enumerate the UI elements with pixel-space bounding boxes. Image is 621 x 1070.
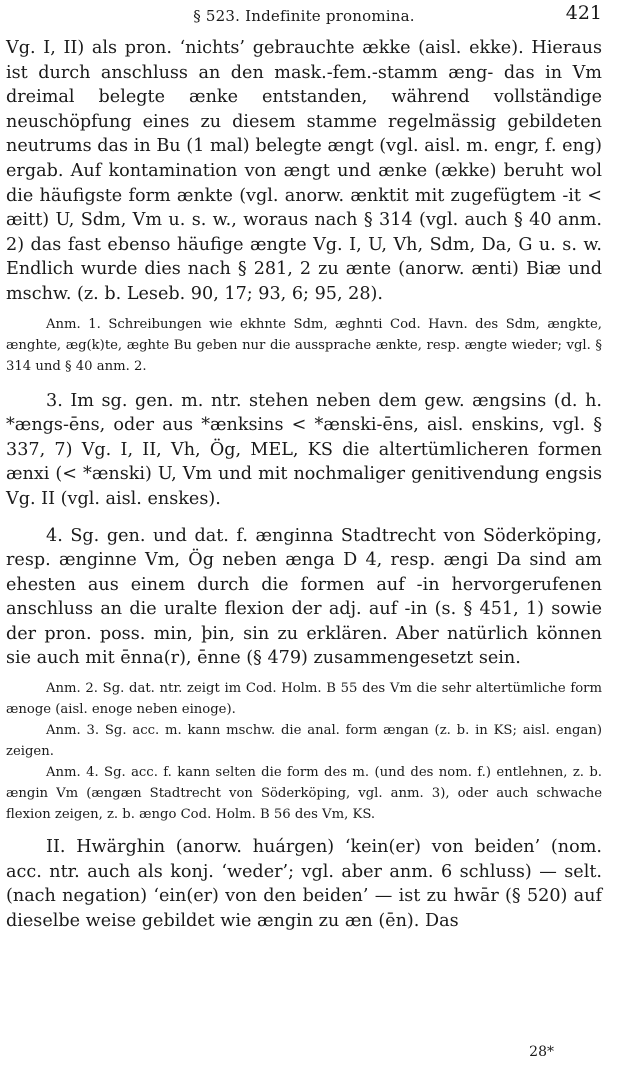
header-title: § 523. Indefinite pronomina. [193, 7, 415, 25]
body-paragraph-continued: Vg. I, II) als pron. ‘nichts’ gebrauchte ække (aisl. ekke). Hieraus ist durch anschluss an den mask.-fem.-stamm æng- das in Vm dreimal belegte ænke entstanden, während vollständige neuschöpfung eines zu diesem stamme regelmässig gebildeten neutrums das in Bu (1 mal) belegte ængt (vgl. aisl. m. engr, f. eng) ergab. Auf kontamination von ængt und ænke (ække) beruht wol die häufigste form ænkte (vgl. anorw. ænktit mit zugefügtem -it < æitt) U, Sdm, Vm u. s. w., woraus nach § 314 (vgl. auch § 40 anm. 2) das fast ebenso häufige ængte Vg. I, U, Vh, Sdm, Da, G u. s. w. Endlich wurde dies nach § 281, 2 zu ænte (anorw. ænti) Biæ und mschw. (z. b. Leseb. 90, 17; 93, 6; 95, 28). [6, 38, 602, 304]
section-3-paragraph: 3. Im sg. gen. m. ntr. stehen neben dem gew. ængsins (d. h. *ængs-ēns, oder aus *ænksins < *ænski-ēns, aisl. enskins, vgl. § 337, 7) Vg. I, II, Vh, Ög, MEL, KS die altertümlicheren formen ænxi (< *ænski) U, Vm und mit nochmaliger genitivendung engsis Vg. II (vgl. aisl. enskes). [6, 390, 602, 509]
footnote-anm-1: Anm. 1. Schreibungen wie ekhnte Sdm, æghnti Cod. Havn. des Sdm, ængkte, ænghte, æg(k)te, æghte Bu geben nur die aussprache ænkte, resp. ængte wieder; vgl. § 314 und § 40 anm. 2. [6, 316, 602, 374]
footnote-anm-4: Anm. 4. Sg. acc. f. kann selten die form des m. (und des nom. f.) entlehnen, z. b. ængin Vm (ængæn Stadtrecht von Söderköping, vgl. anm. 3), oder auch schwache flexion zeigen, z. b. ængo Cod. Holm. B 56 des Vm, KS. [6, 765, 602, 823]
section-4-paragraph: 4. Sg. gen. und dat. f. ænginna Stadtrecht von Söderköping, resp. ænginne Vm, Ög neben ænga D 4, resp. ængi Da sind am ehesten aus einem durch die formen auf -in hervorgerufenen anschluss an die uralte flexion der adj. auf -in (s. § 451, 1) sowie der pron. poss. min, þin, sin zu erklären. Aber natürlich können sie auch mit ēnna(r), ēnne (§ 479) zusammengesetzt sein. [6, 525, 602, 669]
footnote-anm-3: Anm. 3. Sg. acc. m. kann mschw. die anal. form ængan (z. b. in KS; aisl. engan) zeigen. [6, 723, 602, 760]
running-header [6, 2, 602, 28]
book-page [6, 0, 602, 1070]
section-II-paragraph: II. Hwärghin (anorw. huárgen) ‘kein(er) von beiden’ (nom. acc. ntr. auch als konj. ‘weder’; vgl. aber anm. 6 schluss) — selt. (nach negation) ‘ein(er) von den beiden’ — ist zu hwār (§ 520) auf dieselbe weise gebildet wie ængin zu æn (ēn). Das [6, 837, 602, 931]
page-body [6, 36, 602, 933]
footnote-anm-2: Anm. 2. Sg. dat. ntr. zeigt im Cod. Holm. B 55 des Vm die sehr altertümliche form ænoge (aisl. enoge neben einoge). [6, 681, 602, 718]
page-number: 421 [565, 2, 602, 24]
printer-signature-mark: 28* [529, 1044, 554, 1060]
